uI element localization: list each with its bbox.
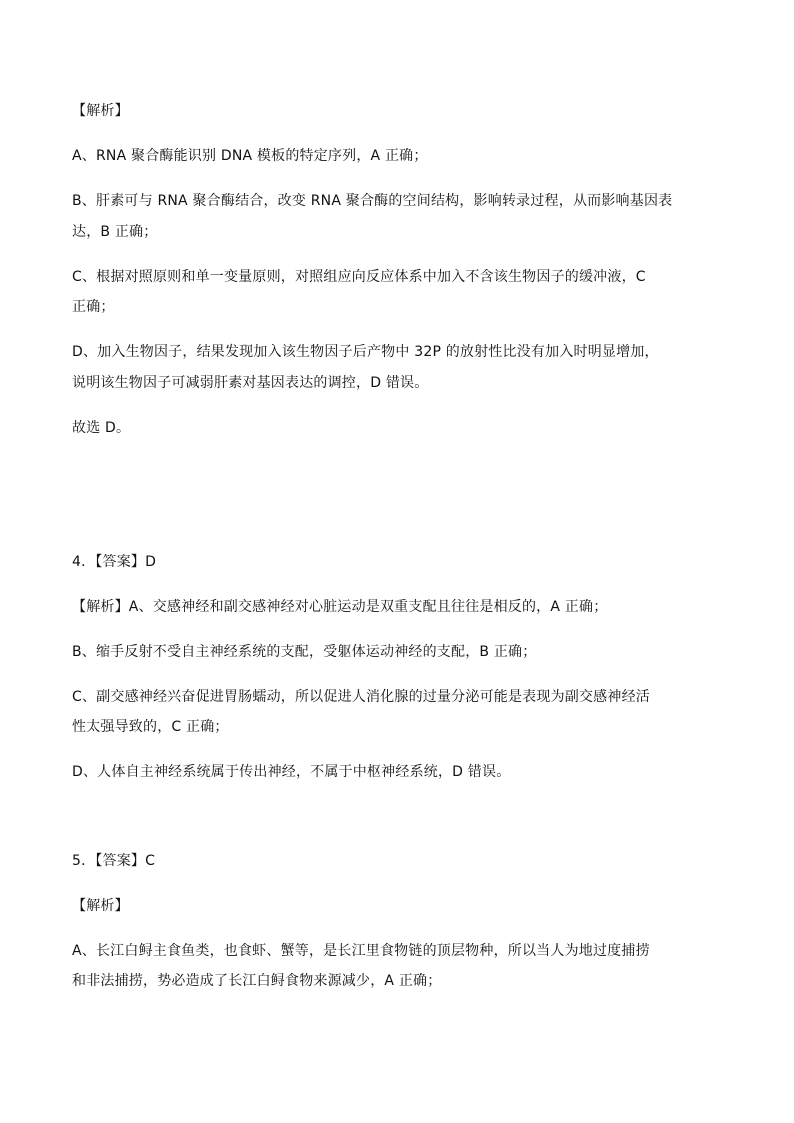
q5-analysis-heading: 【解析】 [72, 898, 129, 914]
q3-option-d-line1: D、加入生物因子，结果发现加入该生物因子后产物中 32P 的放射性比没有加入时明显增加， [72, 344, 659, 360]
q5-option-a-line1: A、长江白鲟主食鱼类，也食虾、蟹等，是长江里食物链的顶层物种，所以当人为地过度捕捞 [72, 943, 650, 959]
q5-answer: 5．【答案】C [72, 853, 156, 869]
q4-option-d: D、人体自主神经系统属于传出神经，不属于中枢神经系统，D 错误。 [72, 764, 511, 780]
q3-option-a: A、RNA 聚合酶能识别 DNA 模板的特定序列，A 正确； [72, 148, 428, 164]
q3-option-d-line2: 说明该生物因子可减弱肝素对基因表达的调控，D 错误。 [72, 375, 429, 391]
q4-analysis-option-a: 【解析】A、交感神经和副交感神经对心脏运动是双重支配且往往是相反的，A 正确； [72, 599, 608, 615]
q4-option-c-line2: 性太强导致的，C 正确； [72, 719, 229, 735]
q3-conclusion: 故选 D。 [72, 420, 131, 436]
q3-option-b-line2: 达，B 正确； [72, 224, 158, 240]
q3-option-c-line2: 正确； [72, 299, 115, 315]
q3-analysis-heading: 【解析】 [72, 103, 129, 119]
q5-option-a-line2: 和非法捕捞，势必造成了长江白鲟食物来源减少，A 正确； [72, 973, 442, 989]
q4-option-c-line1: C、副交感神经兴奋促进胃肠蠕动，所以促进人消化腺的过量分泌可能是表现为副交感神经活 [72, 689, 650, 705]
q4-option-b: B、缩手反射不受自主神经系统的支配，受躯体运动神经的支配，B 正确； [72, 644, 537, 660]
q3-option-b-line1: B、肝素可与 RNA 聚合酶结合，改变 RNA 聚合酶的空间结构，影响转录过程，从而影响基因表 [72, 193, 673, 209]
q3-option-c-line1: C、根据对照原则和单一变量原则，对照组应向反应体系中加入不含该生物因子的缓冲液，C [72, 269, 646, 285]
q4-answer: 4．【答案】D [72, 554, 157, 570]
